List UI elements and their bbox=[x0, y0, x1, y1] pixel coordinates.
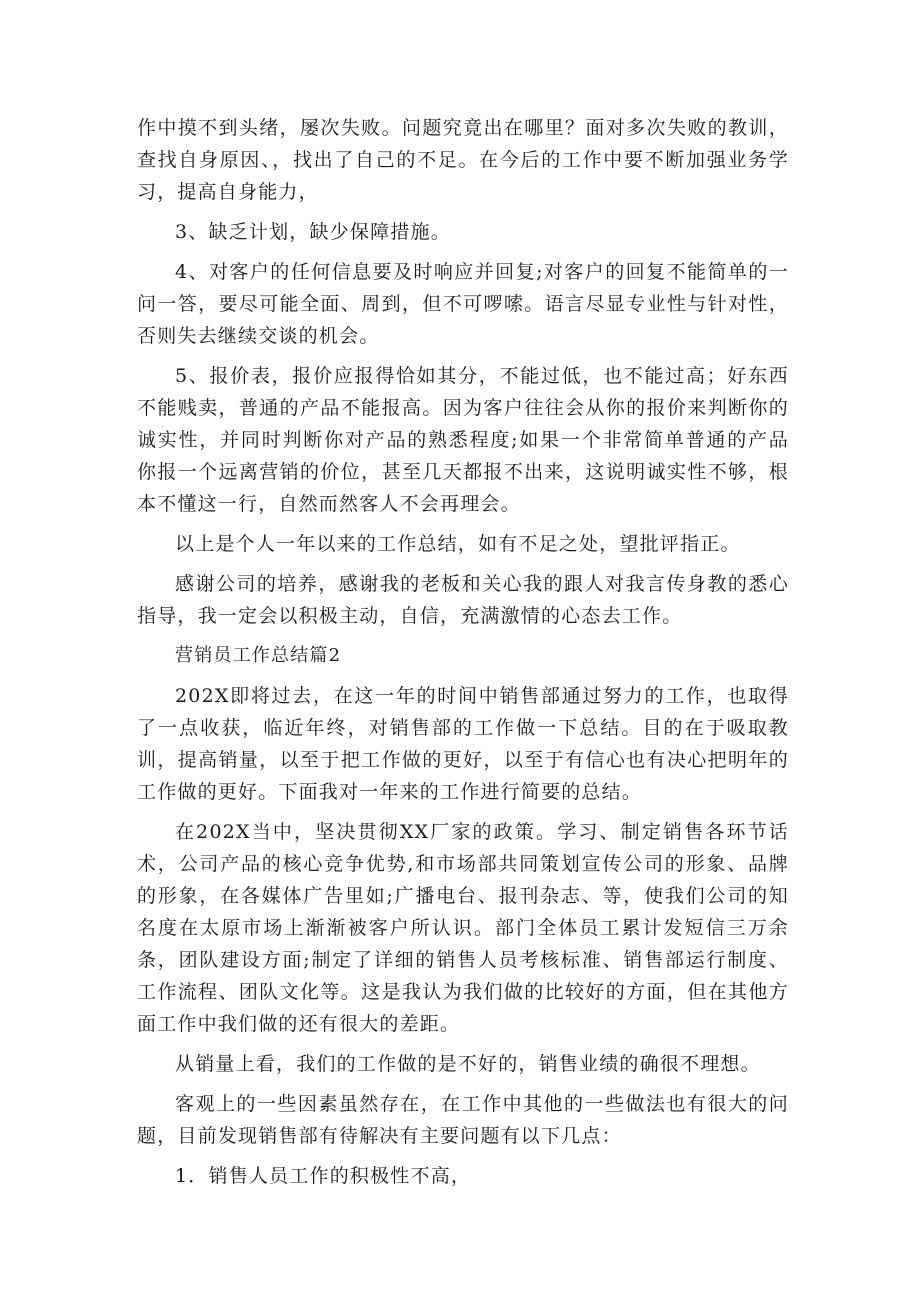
paragraph-problems: 客观上的一些因素虽然存在，在工作中其他的一些做法也有很大的问题，目前发现销售部有待解决有主要问题有以下几点： bbox=[137, 1093, 789, 1147]
section-heading: 营销员工作总结篇2 bbox=[175, 645, 342, 666]
document-body bbox=[137, 112, 789, 1200]
paragraph-policy: 在202X当中，坚决贯彻XX厂家的政策。学习、制定销售各环节话术，公司产品的核心竞争优势,和市场部共同策划宣传公司的形象、品牌的形象，在各媒体广告里如;广播电台、报刊杂志、等，使我们公司的知名度在太原市场上渐渐被客户所认识。部门全体员工累计发短信三万余条，团队建设方面;制定了详细的销售人员考核标准、销售部运行制度、工作流程、团队文化等。这是我认为我们做的比较好的方面，但在其他方面工作中我们做的还有很大的差距。 bbox=[137, 821, 789, 1035]
paragraph-item-4: 4、对客户的任何信息要及时响应并回复;对客户的回复不能简单的一问一答，要尽可能全面、周到，但不可啰嗦。语言尽显专业性与针对性，否则失去继续交谈的机会。 bbox=[137, 261, 789, 347]
paragraph-thanks: 感谢公司的培养，感谢我的老板和关心我的跟人对我言传身教的悉心指导，我一定会以积极主动，自信，充满激情的心态去工作。 bbox=[137, 573, 789, 627]
paragraph-continuation: 作中摸不到头绪，屡次失败。问题究竟出在哪里？面对多次失败的教训，查找自身原因、，找出了自己的不足。在今后的工作中要不断加强业务学习，提高自身能力， bbox=[137, 117, 789, 203]
paragraph-item-5: 5、报价表，报价应报得恰如其分，不能过低，也不能过高；好东西不能贱卖，普通的产品不能报高。因为客户往往会从你的报价来判断你的诚实性，并同时判断你对产品的熟悉程度;如果一个非常简单普通的产品你报一个远离营销的价位，甚至几天都报不出来，这说明诚实性不够，根本不懂这一行，自然而然客人不会再理会。 bbox=[137, 365, 789, 515]
paragraph-problem-1: 1．销售人员工作的积极性不高， bbox=[175, 1165, 472, 1187]
paragraph-sales: 从销量上看，我们的工作做的是不好的，销售业绩的确很不理想。 bbox=[175, 1053, 761, 1075]
paragraph-item-3: 3、缺乏计划，缺少保障措施。 bbox=[175, 221, 451, 243]
paragraph-intro: 202X即将过去，在这一年的时间中销售部通过努力的工作，也取得了一点收获，临近年终，对销售部的工作做一下总结。目的在于吸取教训，提高销量，以至于把工作做的更好，以至于有信心也有决心把明年的工作做的更好。下面我对一年来的工作进行简要的总结。 bbox=[137, 685, 789, 803]
paragraph-summary: 以上是个人一年以来的工作总结，如有不足之处，望批评指正。 bbox=[175, 533, 741, 555]
